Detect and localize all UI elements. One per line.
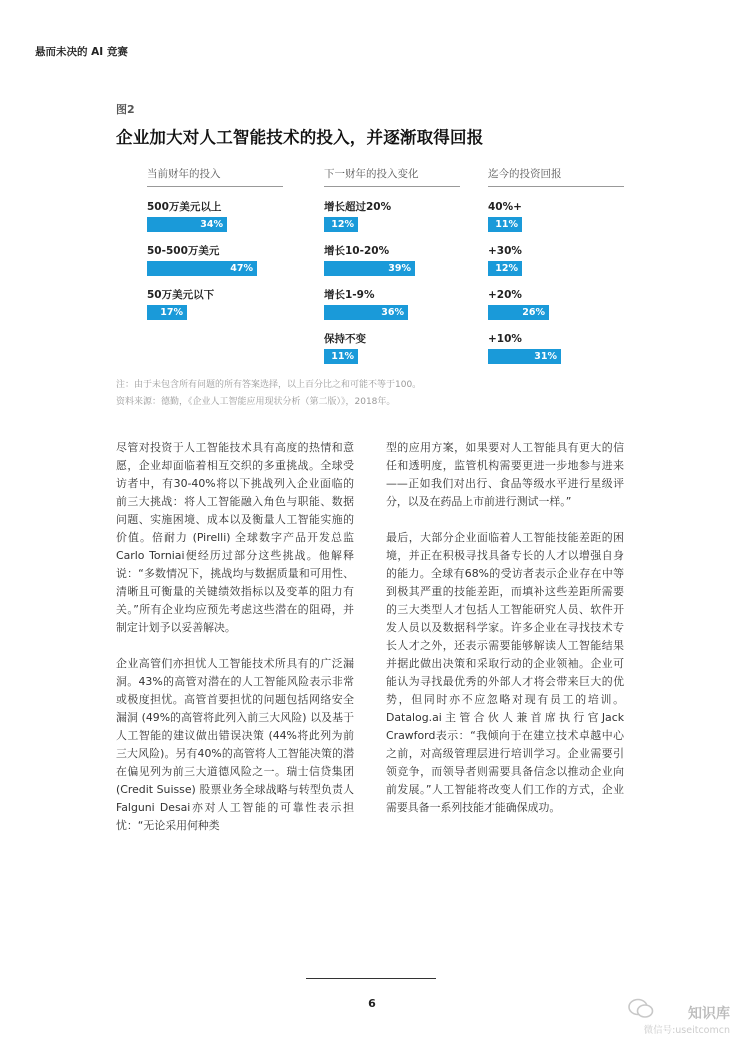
- figure-label: 图2: [116, 103, 135, 116]
- figure-note: 注：由于未包含所有问题的所有答案选择，以上百分比之和可能不等于100。: [116, 380, 422, 390]
- wechat-icon: [628, 998, 654, 1024]
- page-number: 6: [368, 997, 376, 1010]
- bar: [324, 349, 358, 364]
- running-header: 悬而未决的 AI 竞赛: [35, 46, 128, 58]
- bar-value: 31%: [534, 351, 557, 362]
- bar-value: 47%: [230, 263, 253, 274]
- column-heading: 当前财年的投入: [147, 166, 283, 187]
- bar-value: 12%: [331, 219, 354, 230]
- figure-source: 资料来源：德勤，《企业人工智能应用现状分析（第二版）》，2018年。: [116, 397, 396, 407]
- bar-item: [324, 201, 460, 233]
- bar-item: [488, 245, 624, 277]
- watermark-brand: 知识库: [688, 1006, 730, 1022]
- bar: [147, 305, 187, 320]
- bar-item: [147, 245, 283, 277]
- bar-value: 26%: [522, 307, 545, 318]
- footer-rule: [306, 978, 436, 979]
- bar-label: +20%: [488, 289, 522, 301]
- bar-item: [488, 201, 624, 233]
- bar: [147, 217, 227, 232]
- watermark-sub: 微信号:useitcomcn: [643, 1025, 730, 1036]
- bar: [488, 305, 549, 320]
- bar-label: +10%: [488, 333, 522, 345]
- chart-column-current-investment: [147, 166, 283, 333]
- bar-item: [324, 333, 460, 365]
- bar-item: [147, 289, 283, 321]
- body-paragraph: 尽管对投资于人工智能技术具有高度的热情和意愿，企业却面临着相互交织的多重挑战。全球受访者中，有30-40%将以下挑战列入企业面临的前三大挑战：将人工智能融入角色与职能、数据问题、实施困境、成本以及衡量人工智能实施的价值。倍耐力 (Pirelli) 全球数字产品开发总监Carlo Torniai便经历过部分这些挑战。他解释说：“多数情况下，挑战均与数据质量和可用性、清晰且可衡量的关键绩效指标以及变革的阻力有关。”所有企业均应预先考虑这些潜在的阻碍，并制定计划予以妥善解决。: [116, 441, 354, 634]
- bar-label: 50-500万美元: [147, 245, 220, 257]
- chart-column-next-year-change: [324, 166, 460, 377]
- bar-item: [324, 245, 460, 277]
- bar: [488, 261, 522, 276]
- bar: [324, 217, 358, 232]
- body-paragraph: 企业高管们亦担忧人工智能技术所具有的广泛漏洞。43%的高管对潜在的人工智能风险表示非常或极度担忧。高管首要担忧的问题包括网络安全漏洞 (49%的高管将此列入前三大风险) 以及基于人工智能的建议做出错误决策 (44%将此列为前三大风险)。另有40%的高管将人工智能决策的潜在偏见列为前三大道德风险之一。瑞士信贷集团 (Credit Suisse) 股票业务全球战略与转型负责人Falguni Desai亦对人工智能的可靠性表示担忧：“无论采用何种类: [116, 657, 354, 832]
- chart-column-roi-to-date: [488, 166, 624, 377]
- bar: [488, 217, 522, 232]
- body-paragraph: 型的应用方案，如果要对人工智能具有更大的信任和透明度，监管机构需要更进一步地参与进来——正如我们对出行、食品等级水平进行星级评分，以及在药品上市前进行测试一样。”: [386, 441, 624, 508]
- bar-item: [488, 333, 624, 365]
- bar-item: [147, 201, 283, 233]
- bar-value: 17%: [160, 307, 183, 318]
- body-paragraph: 最后，大部分企业面临着人工智能技能差距的困境，并正在积极寻找具备专长的人才以增强自身的能力。全球有68%的受访者表示企业存在中等到极其严重的技能差距，而填补这些差距所需要的三大类型人才包括人工智能研究人员、软件开发人员以及数据科学家。许多企业在寻找技术专长人才之外，还表示需要能够解读人工智能结果并据此做出决策和采取行动的企业领袖。企业可能认为寻找最优秀的外部人才将会带来巨大的优势，但同时亦不应忽略对现有员工的培训。Datalog.ai主管合伙人兼首席执行官Jack Crawford表示：“我倾向于在建立技术卓越中心之前，对高级管理层进行培训学习。企业需要引领竞争，而领导者则需要具备信念以推动企业向前发展。”人工智能将改变人们工作的方式，企业需要具备一系列技能才能确保成功。: [386, 531, 624, 814]
- column-heading: 迄今的投资回报: [488, 166, 624, 187]
- column-heading: 下一财年的投入变化: [324, 166, 460, 187]
- bar-value: 36%: [381, 307, 404, 318]
- bar-label: 增长1-9%: [324, 289, 375, 301]
- bar: [324, 305, 408, 320]
- bar: [324, 261, 415, 276]
- bar-value: 12%: [495, 263, 518, 274]
- bar: [488, 349, 561, 364]
- figure-title: 企业加大对人工智能技术的投入，并逐渐取得回报: [116, 128, 484, 147]
- bar-label: 增长10-20%: [324, 245, 390, 257]
- bar-value: 11%: [331, 351, 354, 362]
- bar: [147, 261, 257, 276]
- bar-label: 500万美元以上: [147, 201, 222, 213]
- bar-label: 增长超过20%: [324, 201, 392, 213]
- bar-value: 11%: [495, 219, 518, 230]
- body-column-left: [116, 439, 354, 853]
- bar-value: 34%: [200, 219, 223, 230]
- bar-label: 50万美元以下: [147, 289, 215, 301]
- bar-label: +30%: [488, 245, 522, 257]
- bar-label: 保持不变: [324, 333, 366, 345]
- bar-item: [488, 289, 624, 321]
- bar-item: [324, 289, 460, 321]
- bar-label: 40%+: [488, 201, 522, 213]
- bar-value: 39%: [388, 263, 411, 274]
- body-column-right: [386, 439, 624, 835]
